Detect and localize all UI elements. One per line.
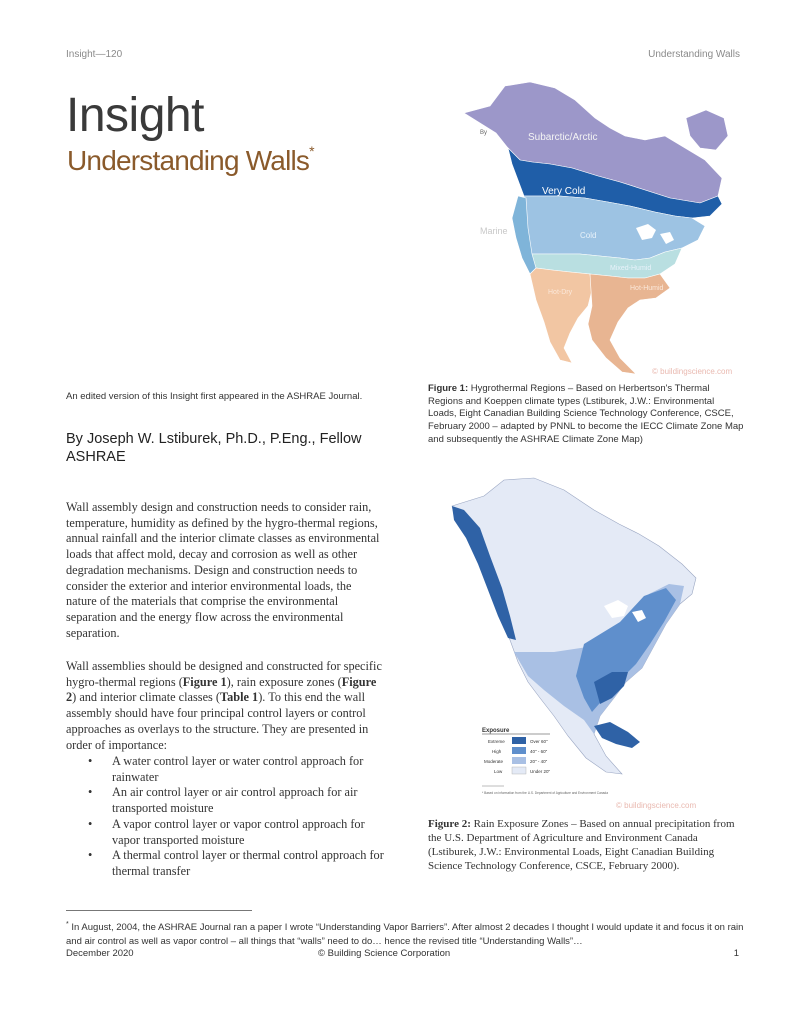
- greenland-shape: [686, 110, 728, 150]
- legend-title: Exposure: [482, 728, 510, 734]
- figure1-caption: [428, 383, 744, 447]
- figure2-caption-label: Figure 2:: [428, 818, 471, 830]
- paragraph-control-layers: [66, 659, 384, 753]
- p2-text-c: ) and interior climate classes (: [72, 690, 221, 705]
- p2-text-b: ), rain exposure zones (: [226, 674, 342, 689]
- legend-range: 40" - 60": [530, 749, 548, 754]
- region-hot-dry: [530, 268, 592, 363]
- label-mixed-humid: Mixed-Humid: [610, 265, 652, 272]
- figure2-watermark: © buildingscience.com: [616, 801, 697, 810]
- footnote-mark: *: [66, 921, 69, 928]
- figure2-caption: [428, 817, 746, 873]
- rain-exposure-map: [444, 476, 714, 816]
- legend-range: Under 20": [530, 769, 551, 774]
- p2-text-d: ). To this end the wall assembly should have four principal control layers or control approaches as overlays to the structure. They are presented in order of importance:: [66, 690, 369, 752]
- list-item: • An air control layer or air control approach for air transported moisture: [112, 785, 386, 816]
- footnote-reference: *: [309, 142, 314, 159]
- document-subtitle: [67, 142, 314, 177]
- label-hot-dry: Hot-Dry: [548, 289, 573, 296]
- page-number: 1: [733, 948, 739, 959]
- list-item: • A water control layer or water control approach for rainwater: [112, 754, 386, 785]
- legend-swatch-moderate: [512, 757, 526, 764]
- legend-range: 20" - 40": [530, 759, 548, 764]
- paragraph-intro: Wall assembly design and construction needs to consider rain, temperature, humidity as defined by the hygro-thermal regions, annual rainfall and the interior climate classes as environmental loads that affect mold, decay and corrosion as well as other degradation mechanisms. Design and construction needs to consider the exterior and interior environmental loads, the nature of the materials that comprise the environmental separation and the energy flow across the environmental separation.: [66, 500, 380, 640]
- running-header-left: Insight—120: [66, 49, 123, 60]
- label-hot-humid: Hot-Humid: [630, 285, 664, 292]
- legend-label: Extreme: [488, 739, 505, 744]
- ref-figure-2: Figure 2: [66, 674, 377, 705]
- legend-swatch-low: [512, 767, 526, 774]
- label-by: By: [480, 130, 488, 136]
- subtitle-text: Understanding Walls: [67, 145, 310, 176]
- legend-swatch-high: [512, 747, 526, 754]
- legend-range: Over 60": [530, 739, 548, 744]
- label-very-cold: Very Cold: [542, 186, 586, 197]
- footnote: [66, 918, 746, 948]
- label-cold: Cold: [580, 231, 597, 240]
- legend-label: High: [492, 749, 502, 754]
- legend-source: * Based on information from the U.S. Department of Agriculture and Environment Canada: [482, 791, 608, 795]
- control-layer-list: [66, 754, 386, 880]
- footer-date: December 2020: [66, 948, 134, 959]
- running-header-right: Understanding Walls: [648, 49, 740, 60]
- label-marine: Marine: [480, 226, 508, 236]
- publication-note: An edited version of this Insight first appeared in the ASHRAE Journal.: [66, 391, 363, 402]
- figure1-caption-label: Figure 1:: [428, 383, 469, 394]
- footnote-divider: [66, 910, 252, 911]
- label-subarctic: Subarctic/Arctic: [528, 132, 598, 143]
- footer-copyright: © Building Science Corporation: [318, 948, 451, 959]
- p2-text-a: Wall assemblies should be designed and constructed for specific hygro-thermal regions (: [66, 659, 382, 689]
- footnote-text: In August, 2004, the ASHRAE Journal ran a paper I wrote “Understanding Vapor Barriers”. After almost 2 decades I thought I would update it and focus it on rain and air control as well as vapor control – all things that “walls” need to do… hence the revised title “Understanding Walls”…: [66, 922, 744, 947]
- figure1-caption-text: Hygrothermal Regions – Based on Herbertson's Thermal Regions and Koeppen climate types (Lstiburek, J.W.: Environmental Loads, Eight Canadian Building Science Technology Conference, CSCE, February 2000 – adapted by PNNL to become the IECC Climate Zone Map and subsequently the ASHRAE Climate Zone Map): [428, 383, 744, 445]
- legend-label: Low: [494, 769, 503, 774]
- list-item: • A vapor control layer or vapor control approach for vapor transported moisture: [112, 817, 386, 848]
- author-byline: By Joseph W. Lstiburek, Ph.D., P.Eng., Fellow ASHRAE: [66, 431, 362, 465]
- ref-figure-1: Figure 1: [182, 674, 227, 689]
- document-title: Insight: [66, 89, 204, 142]
- legend-label: Moderate: [484, 759, 504, 764]
- zone-extreme-south: [594, 722, 640, 748]
- list-item: • A thermal control layer or thermal control approach for thermal transfer: [112, 848, 386, 879]
- figure2-caption-text: Rain Exposure Zones – Based on annual precipitation from the U.S. Department of Agriculture and Environment Canada (Lstiburek, J.W.: Environmental Loads, Eight Canadian Building Science Technology Conference, CSCE, February 2000).: [428, 818, 735, 872]
- hygrothermal-regions-map: [460, 78, 740, 378]
- legend-swatch-extreme: [512, 737, 526, 744]
- figure1-watermark: © buildingscience.com: [652, 367, 733, 376]
- ref-table-1: Table 1: [220, 690, 259, 705]
